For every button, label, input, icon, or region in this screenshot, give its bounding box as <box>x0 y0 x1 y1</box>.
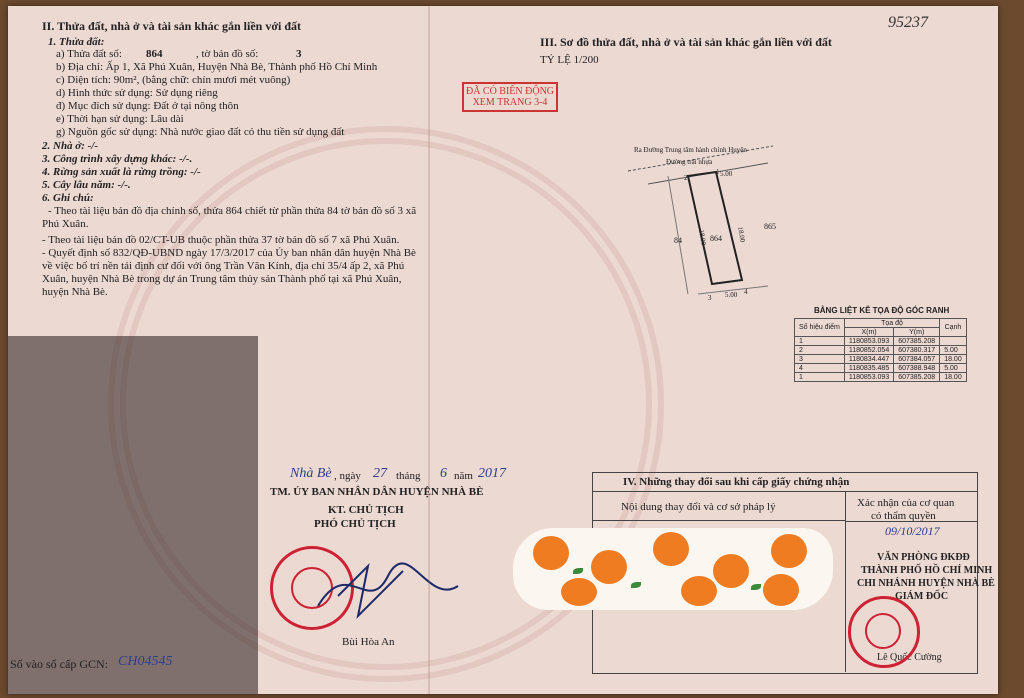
sign-year: 2017 <box>478 466 506 481</box>
note-2: - Theo tài liệu bản đồ 02/CT-UB thuộc phần thửa 37 tờ bản đồ số 7 xã Phú Xuân. <box>42 234 400 246</box>
table-cell: 2 <box>795 346 845 355</box>
leaf-icon <box>751 584 761 590</box>
table-cell: 3 <box>795 355 845 364</box>
table-cell: 607385.208 <box>894 337 940 346</box>
table-row <box>795 355 967 364</box>
section-iv-title: IV. Những thay đổi sau khi cấp giấy chứng nhận <box>593 473 977 492</box>
area-line: c) Diện tích: 90m², (bằng chữ: chín mươi mét vuông) <box>56 74 291 86</box>
leaf-icon <box>631 582 641 588</box>
table-cell <box>940 337 967 346</box>
notes-heading: 6. Ghi chú: <box>42 192 94 204</box>
office-line-2: THÀNH PHỐ HỒ CHÍ MINH <box>861 565 993 576</box>
signer-role-2: PHÓ CHỦ TỊCH <box>314 518 396 530</box>
table-cell: 1 <box>795 373 845 382</box>
sign-day: 27 <box>373 466 387 481</box>
orange-icon <box>561 578 597 606</box>
dim-top: 5.00 <box>720 170 733 178</box>
dim-left: 18.00 <box>697 228 708 246</box>
road-label-2: Đường trải nhựa <box>666 158 713 166</box>
office-line-1: VĂN PHÒNG ĐKĐĐ <box>877 552 970 563</box>
privacy-sticker <box>513 528 833 610</box>
signer-role-1: KT. CHỦ TỊCH <box>328 504 404 516</box>
table-cell: 4 <box>795 364 845 373</box>
plot-number-label: a) Thửa đất số: <box>56 48 122 60</box>
map-sheet-label: , tờ bản đồ số: <box>196 48 259 60</box>
vertex-2: 2 <box>684 174 688 182</box>
changes-col-title: Nội dung thay đổi và cơ sở pháp lý <box>621 501 776 513</box>
table-cell: 607385.208 <box>894 373 940 382</box>
table-cell: 18.00 <box>940 373 967 382</box>
table-cell: 607388.948 <box>894 364 940 373</box>
leaf-icon <box>573 568 583 574</box>
coord-header-edge: Cạnh <box>940 319 967 337</box>
office-line-4: GIÁM ĐỐC <box>895 591 949 602</box>
orange-icon <box>713 554 749 588</box>
usage-term-line: e) Thời hạn sử dụng: Lâu dài <box>56 113 184 125</box>
table-cell: 5.00 <box>940 346 967 355</box>
land-plot-heading: 1. Thửa đất: <box>48 36 105 48</box>
usage-form-line: d) Hình thức sử dụng: Sử dụng riêng <box>56 87 218 99</box>
orange-icon <box>771 534 807 568</box>
note-1a: - Theo tài liệu bản đồ địa chính số, thửa 864 chiết từ phần thửa 84 tờ bản đồ số 3 xã <box>48 205 417 217</box>
changes-col-header <box>593 492 845 521</box>
note-1b: Phú Xuân. <box>42 218 89 230</box>
change-stamp-line1: ĐÃ CÓ BIẾN ĐỘNG <box>465 86 555 97</box>
hand-shadow <box>8 336 258 694</box>
coord-table-title: BẢNG LIỆT KÊ TỌA ĐỘ GÓC RANH <box>814 306 950 315</box>
dim-bottom: 5.00 <box>725 291 738 299</box>
cert-number-label: Số vào sổ cấp GCN: <box>10 657 108 671</box>
usage-origin-line: g) Nguồn gốc sử dụng: Nhà nước giao đất có thu tiền sử dụng đất <box>56 126 345 138</box>
orange-icon <box>681 576 717 606</box>
construction-heading: 3. Công trình xây dựng khác: -/-. <box>42 153 193 165</box>
house-heading: 2. Nhà ở: -/- <box>42 140 99 152</box>
left-parcel: 84 <box>674 236 682 245</box>
confirm-date: 09/10/2017 <box>885 524 940 538</box>
coord-header-y: Y(m) <box>894 328 940 337</box>
issuing-org: TM. ỦY BAN NHÂN DÂN HUYỆN NHÀ BÈ <box>270 486 484 498</box>
signer-name-right: Lê Quốc Cường <box>877 652 942 663</box>
note-3d: huyện Nhà Bè. <box>42 286 108 298</box>
section-iii-title: III. Sơ đồ thửa đất, nhà ở và tài sản khác gắn liền với đất <box>540 35 832 49</box>
dim-right: 18.00 <box>736 225 747 243</box>
confirm-col-divider <box>845 521 977 522</box>
confirm-col-title-2: có thẩm quyền <box>871 510 936 522</box>
table-cell: 1180853.093 <box>844 337 893 346</box>
plot-number-value: 864 <box>146 48 163 60</box>
table-cell: 1180834.447 <box>844 355 893 364</box>
red-seal-right <box>848 596 920 668</box>
sign-place: Nhà Bè <box>290 466 332 481</box>
table-cell: 18.00 <box>940 355 967 364</box>
confirm-col-title-1: Xác nhận của cơ quan <box>857 497 955 509</box>
section-ii-title: II. Thửa đất, nhà ở và tài sản khác gắn liền với đất <box>42 19 302 33</box>
table-cell: 1 <box>795 337 845 346</box>
orange-icon <box>653 532 689 566</box>
cert-number-value: CH04545 <box>118 654 173 669</box>
sign-month: 6 <box>440 466 447 481</box>
note-3a: - Quyết định số 832/QĐ-UBND ngày 17/3/2017 của Ủy ban nhân dân huyện Nhà Bè <box>42 247 416 259</box>
sign-month-label: tháng <box>396 470 421 482</box>
note-3c: Xuân, huyện Nhà Bè trong dự án Trung tâm thủy sản Thành phố tại xã Phú Xuân, <box>42 273 402 285</box>
change-stamp-line2: XEM TRANG 3-4 <box>472 97 548 108</box>
table-row <box>795 337 967 346</box>
vertex-4: 4 <box>744 288 748 296</box>
certificate-page <box>8 6 998 694</box>
road-label-1: Ra Đường Trung tâm hành chính Huyện <box>634 146 747 154</box>
parcel-number: 864 <box>710 234 722 243</box>
orange-icon <box>763 574 799 606</box>
vertex-3: 3 <box>708 294 712 302</box>
forest-heading: 4. Rừng sản xuất là rừng trồng: -/- <box>42 166 201 178</box>
address-line: b) Địa chỉ: Ấp 1, Xã Phú Xuân, Huyện Nhà Bè, Thành phố Hồ Chí Minh <box>56 61 378 73</box>
signature-left <box>308 546 468 626</box>
table-cell: 5.00 <box>940 364 967 373</box>
table-row <box>795 373 967 382</box>
table-cell: 1180852.054 <box>844 346 893 355</box>
table-cell: 1180835.485 <box>844 364 893 373</box>
map-sheet-value: 3 <box>296 48 302 60</box>
perennial-heading: 5. Cây lâu năm: -/-. <box>42 179 131 191</box>
serial-handwritten: 95237 <box>888 14 928 31</box>
coord-header-x: X(m) <box>844 328 893 337</box>
right-parcel: 865 <box>764 222 776 231</box>
coord-header-point: Số hiệu điểm <box>795 319 845 337</box>
coord-table <box>794 318 967 382</box>
sign-day-label: , ngày <box>334 470 361 482</box>
coord-header-coord: Tọa độ <box>844 319 939 328</box>
scale-label: TỶ LỆ 1/200 <box>540 54 599 66</box>
orange-icon <box>533 536 569 570</box>
table-cell: 1180853.093 <box>844 373 893 382</box>
note-3b: về việc bố trí nền tái định cư đối với ông Trần Văn Kính, địa chỉ 35/4 ấp 2, xã Phú <box>42 260 405 272</box>
table-row <box>795 346 967 355</box>
office-line-3: CHI NHÁNH HUYỆN NHÀ BÈ <box>857 578 995 589</box>
usage-purpose-line: đ) Mục đích sử dụng: Đất ở tại nông thôn <box>56 100 239 112</box>
table-cell: 607384.057 <box>894 355 940 364</box>
change-stamp <box>462 82 558 112</box>
sign-year-label: năm <box>454 470 473 482</box>
table-cell: 607380.317 <box>894 346 940 355</box>
signer-name-left: Bùi Hòa An <box>342 636 395 648</box>
orange-icon <box>591 550 627 584</box>
vertex-1: 1 <box>716 168 720 176</box>
table-row <box>795 364 967 373</box>
